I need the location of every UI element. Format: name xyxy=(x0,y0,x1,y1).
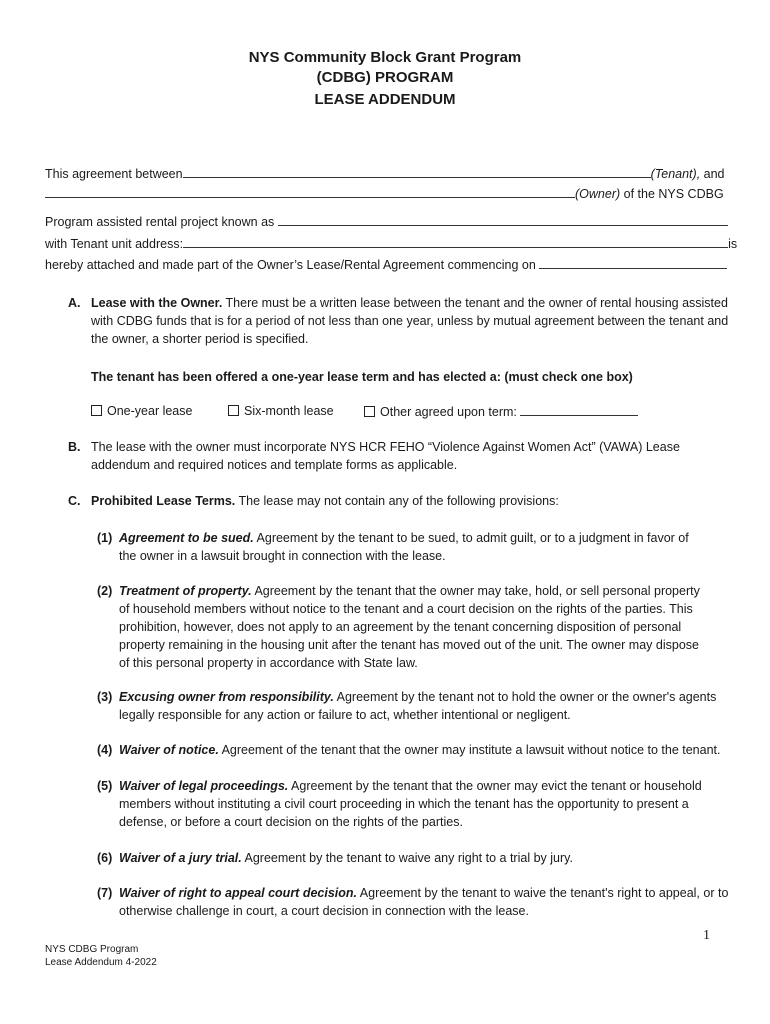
other-term-blank[interactable] xyxy=(520,403,638,416)
owner-label: (Owner) xyxy=(575,187,621,201)
item-4-paragraph xyxy=(119,741,729,759)
attached-text: hereby attached and made part of the Owner’s Lease/Rental Agreement commencing on xyxy=(45,258,536,272)
item-4-number: (4) xyxy=(97,743,113,757)
other-term-label: Other agreed upon term: xyxy=(380,405,517,419)
item-2-number: (2) xyxy=(97,584,113,598)
intro-line-1 xyxy=(45,165,725,182)
option-one-year[interactable] xyxy=(91,403,192,419)
item-1-paragraph xyxy=(119,529,709,565)
section-a-letter: A. xyxy=(68,296,81,310)
section-b-body: The lease with the owner must incorporate NYS HCR FEHO “Violence Against Women Act” (VAWA) Lease addendum and required notices and template forms as applicable. xyxy=(91,440,680,472)
item-7-title: Waiver of right to appeal court decision. xyxy=(119,886,358,900)
section-c-letter: C. xyxy=(68,494,81,508)
item-3-number: (3) xyxy=(97,690,113,704)
item-1-number: (1) xyxy=(97,531,113,545)
item-7-number: (7) xyxy=(97,886,113,900)
item-7-paragraph xyxy=(119,884,731,920)
item-6-paragraph xyxy=(119,849,719,867)
footer-line-2: Lease Addendum 4-2022 xyxy=(45,957,157,968)
other-term-checkbox[interactable] xyxy=(364,406,375,417)
item-1-text: Agreement by the tenant to be sued, to admit guilt, or to a judgment in favor of the owner in a lawsuit brought in connection with the lease. xyxy=(119,531,689,563)
and-text: and xyxy=(700,167,725,181)
title-line-3: LEASE ADDENDUM xyxy=(314,91,456,108)
six-month-checkbox[interactable] xyxy=(228,405,239,416)
item-1-title: Agreement to be sued. xyxy=(119,531,254,545)
title-line-1: NYS Community Block Grant Program xyxy=(248,49,522,66)
option-six-month[interactable] xyxy=(228,403,334,419)
commencing-date-blank[interactable] xyxy=(539,256,727,269)
section-c-body: The lease may not contain any of the following provisions: xyxy=(235,494,559,508)
item-2-text: Agreement by the tenant that the owner may take, hold, or sell personal property of household members without notice to the tenant and a court decision on the rights of the parties. This prohibition, however, does not apply to an agreement by the tenant concerning disposition of personal property remaining in the housing unit after the tenant has moved out of the unit. The owner may dispose of this personal property in accordance with State law. xyxy=(119,584,700,670)
intro-line-4 xyxy=(45,235,737,252)
page-number: 1 xyxy=(703,928,710,943)
item-2-paragraph xyxy=(119,582,711,672)
item-5-title: Waiver of legal proceedings. xyxy=(119,779,289,793)
unit-address-blank[interactable] xyxy=(183,235,728,248)
tenant-label: (Tenant), xyxy=(650,167,701,181)
unit-address-text: with Tenant unit address: xyxy=(45,237,184,251)
item-2-title: Treatment of property. xyxy=(119,584,252,598)
item-3-paragraph xyxy=(119,688,719,724)
option-other-term[interactable] xyxy=(364,403,638,420)
item-7-text: Agreement by the tenant to waive the tenant's right to appeal, or to otherwise challenge in court, a court decision in connection with the lease. xyxy=(119,886,729,918)
section-c-paragraph xyxy=(91,492,731,510)
one-year-checkbox[interactable] xyxy=(91,405,102,416)
item-3-title: Excusing owner from responsibility. xyxy=(119,690,334,704)
item-4-title: Waiver of notice. xyxy=(119,743,219,757)
item-5-number: (5) xyxy=(97,779,113,793)
item-5-paragraph xyxy=(119,777,709,831)
section-a-heading: Lease with the Owner. xyxy=(91,296,223,310)
is-text: is xyxy=(728,237,738,251)
project-name-blank[interactable] xyxy=(278,213,728,226)
item-5-text: Agreement by the tenant that the owner may evict the tenant or household members without instituting a civil court proceeding in which the tenant has the opportunity to present a defense, or before a court decision on the rights of the parties. xyxy=(119,779,702,829)
footer-line-1: NYS CDBG Program xyxy=(45,944,139,955)
tenant-name-blank[interactable] xyxy=(183,165,651,178)
item-4-text: Agreement of the tenant that the owner may institute a lawsuit without notice to the tenant. xyxy=(218,743,721,757)
of-nys-cdbg-text: of the NYS CDBG xyxy=(620,187,724,201)
one-year-label: One-year lease xyxy=(107,404,193,418)
item-6-title: Waiver of a jury trial. xyxy=(119,851,242,865)
section-b-letter: B. xyxy=(68,440,81,454)
intro-line-2 xyxy=(45,185,724,202)
section-a-paragraph xyxy=(91,294,731,348)
section-c-heading: Prohibited Lease Terms. xyxy=(91,494,236,508)
intro-agreement-text: This agreement between xyxy=(45,167,183,181)
item-6-text: Agreement by the tenant to waive any right to a trial by jury. xyxy=(241,851,573,865)
intro-line-5 xyxy=(45,256,727,273)
title-line-2: (CDBG) PROGRAM xyxy=(316,69,454,86)
owner-name-blank[interactable] xyxy=(45,185,575,198)
project-known-text: Program assisted rental project known as xyxy=(45,215,275,229)
intro-line-3 xyxy=(45,213,728,230)
six-month-label: Six-month lease xyxy=(244,404,334,418)
section-a-body: There must be a written lease between the tenant and the owner of rental housing assisted with CDBG funds that is for a period of not less than one year, unless by mutual agreement between the tenant and the owner, a shorter period is specified. xyxy=(91,296,729,346)
item-3-text: Agreement by the tenant not to hold the owner or the owner's agents legally responsible for any action or failure to act, whether intentional or negligent. xyxy=(119,690,717,722)
lease-election-instruction: The tenant has been offered a one-year lease term and has elected a: (must check one box) xyxy=(91,370,633,384)
item-6-number: (6) xyxy=(97,851,113,865)
